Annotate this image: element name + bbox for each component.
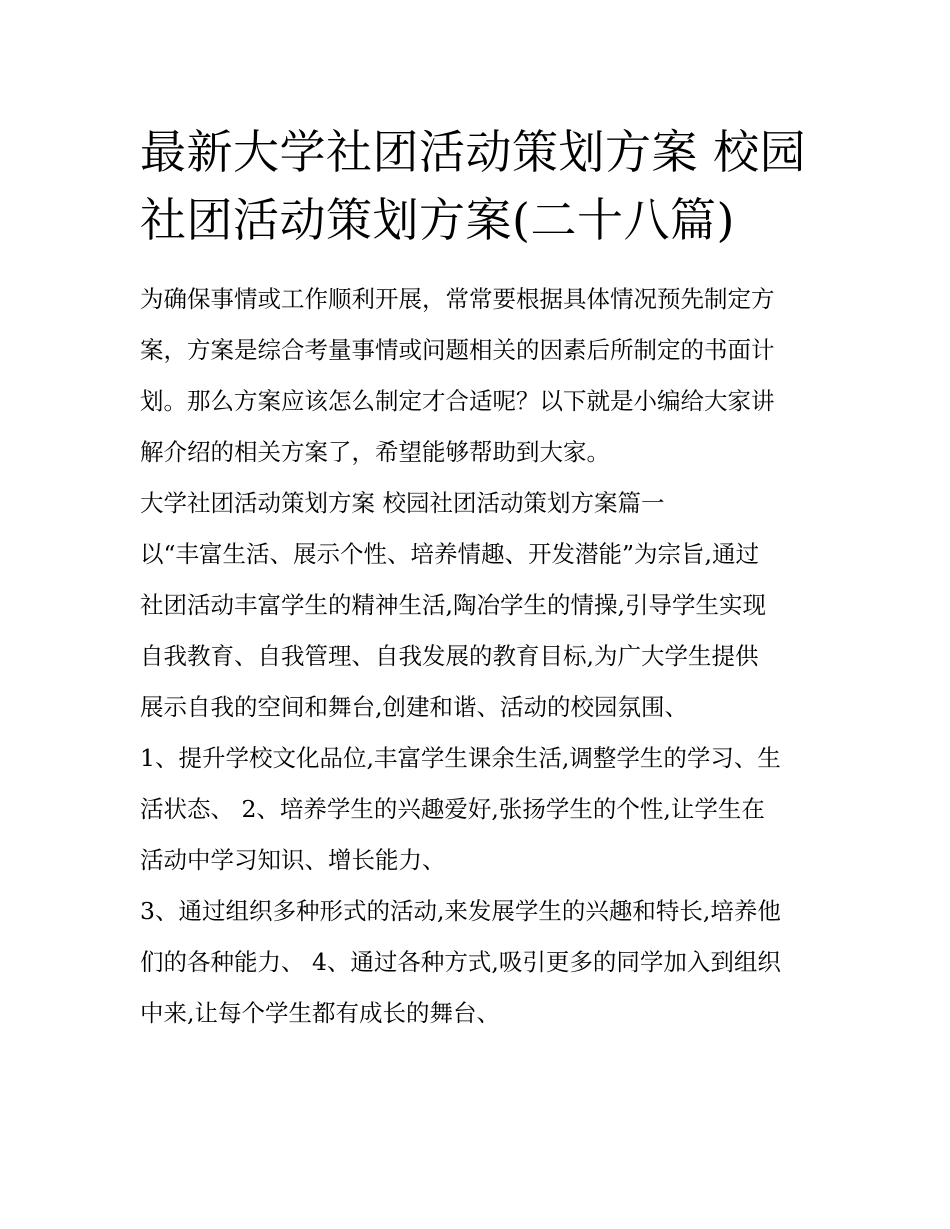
intro-line: 解介绍的相关方案了，希望能够帮助到大家。 bbox=[140, 438, 610, 466]
purpose-line: 自我教育、自我管理、自我发展的教育目标,为广大学生提供 bbox=[140, 642, 759, 670]
goals-line: 3、通过组织多种形式的活动,来发展学生的兴趣和特长,培养他 bbox=[140, 897, 781, 925]
document-title: 最新大学社团活动策划方案 校园社团活动策划方案(二十八篇) bbox=[140, 125, 807, 247]
goals-line: 活动中学习知识、增长能力、 bbox=[140, 846, 446, 874]
document-page bbox=[140, 118, 815, 1039]
intro-line: 为确保事情或工作顺利开展，常常要根据具体情况预先制定方 bbox=[140, 285, 775, 313]
intro-line: 划。那么方案应该怎么制定才合适呢？以下就是小编给大家讲 bbox=[140, 387, 775, 415]
intro-line: 案，方案是综合考量事情或问题相关的因素后所制定的书面计 bbox=[140, 336, 775, 364]
intro-paragraph bbox=[140, 274, 815, 478]
purpose-line: 以“丰富生活、展示个性、培养情趣、开发潜能”为宗旨,通过 bbox=[140, 540, 759, 568]
purpose-line: 展示自我的空间和舞台,创建和谐、活动的校园氛围、 bbox=[140, 693, 688, 721]
goals-line: 1、提升学校文化品位,丰富学生课余生活,调整学生的学习、生 bbox=[140, 744, 781, 772]
goals-line: 中来,让每个学生都有成长的舞台、 bbox=[140, 999, 500, 1027]
purpose-paragraph bbox=[140, 529, 815, 733]
goals-line: 活状态、 2、培养学生的兴趣爱好,张扬学生的个性,让学生在 bbox=[140, 795, 765, 823]
goals-line: 们的各种能力、 4、通过各种方式,吸引更多的同学加入到组织 bbox=[140, 948, 781, 976]
section-heading: 大学社团活动策划方案 校园社团活动策划方案篇一 bbox=[140, 489, 665, 517]
goals-paragraph-2 bbox=[140, 886, 815, 1039]
goals-paragraph-1 bbox=[140, 733, 815, 886]
purpose-line: 社团活动丰富学生的精神生活,陶冶学生的情操,引导学生实现 bbox=[140, 591, 766, 619]
